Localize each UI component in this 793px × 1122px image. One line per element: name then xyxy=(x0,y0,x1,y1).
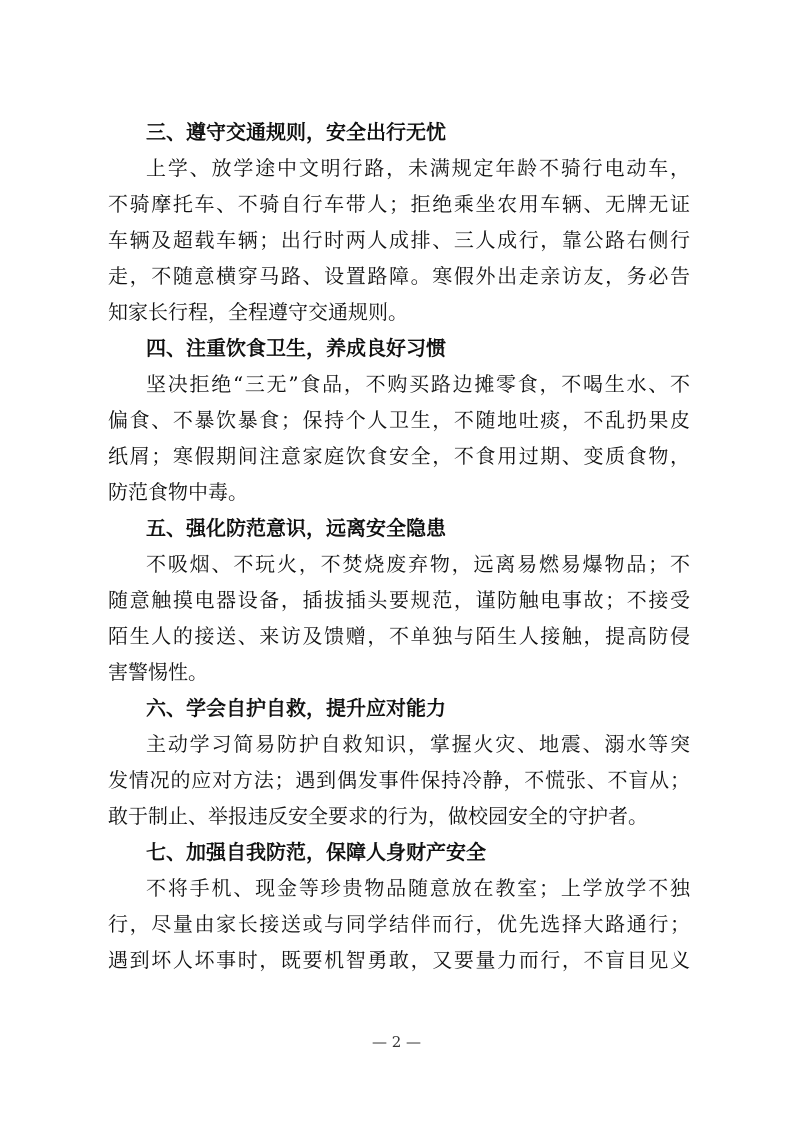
section-paragraph xyxy=(108,546,690,690)
section-heading: 三、遵守交通规则，安全出行无忧 xyxy=(146,120,446,144)
paragraph-line: 遇到坏人坏事时，既要机智勇敢，又要量力而行，不盲目见义 xyxy=(108,948,690,972)
paragraph-line: 不将手机、现金等珍贵物品随意放在教室；上学放学不独 xyxy=(146,876,690,900)
page-number: — 2 — xyxy=(371,1033,422,1051)
section-safety-awareness xyxy=(108,510,690,690)
paragraph-line: 敢于制止、举报违反安全要求的行为，做校园安全的守护者。 xyxy=(108,804,648,828)
paragraph-line: 知家长行程，全程遵守交通规则。 xyxy=(108,300,408,324)
paragraph-line: 走，不随意横穿马路、设置路障。寒假外出走亲访友，务必告 xyxy=(108,264,690,288)
section-heading: 五、强化防范意识，远离安全隐患 xyxy=(146,516,446,540)
paragraph-line: 纸屑；寒假期间注意家庭饮食安全，不食用过期、变质食物， xyxy=(108,444,690,468)
paragraph-line: 陌生人的接送、来访及馈赠，不单独与陌生人接触，提高防侵 xyxy=(108,624,690,648)
section-paragraph xyxy=(108,150,690,330)
paragraph-line: 主动学习简易防护自救知识，掌握火灾、地震、溺水等突 xyxy=(146,732,690,756)
section-paragraph xyxy=(108,726,690,834)
paragraph-line: 偏食、不暴饮暴食；保持个人卫生，不随地吐痰，不乱扔果皮 xyxy=(108,408,690,432)
section-traffic-rules xyxy=(108,114,690,330)
section-heading: 六、学会自护自救，提升应对能力 xyxy=(146,696,446,720)
paragraph-line: 不骑摩托车、不骑自行车带人；拒绝乘坐农用车辆、无牌无证 xyxy=(108,192,690,216)
paragraph-line: 发情况的应对方法；遇到偶发事件保持冷静，不慌张、不盲从； xyxy=(108,768,690,792)
section-food-hygiene xyxy=(108,330,690,510)
section-personal-property xyxy=(108,834,690,978)
section-heading: 四、注重饮食卫生，养成良好习惯 xyxy=(146,336,446,360)
section-paragraph xyxy=(108,366,690,510)
paragraph-line: 不吸烟、不玩火，不焚烧废弃物，远离易燃易爆物品；不 xyxy=(146,552,690,576)
paragraph-line: 防范食物中毒。 xyxy=(108,480,248,504)
paragraph-line: 坚决拒绝“三无”食品，不购买路边摊零食，不喝生水、不 xyxy=(146,372,690,396)
section-self-rescue xyxy=(108,690,690,834)
paragraph-line: 车辆及超载车辆；出行时两人成排、三人成行，靠公路右侧行 xyxy=(108,228,690,252)
paragraph-line: 随意触摸电器设备，插拔插头要规范，谨防触电事故；不接受 xyxy=(108,588,690,612)
paragraph-line: 害警惕性。 xyxy=(108,660,208,684)
section-paragraph xyxy=(108,870,690,978)
paragraph-line: 上学、放学途中文明行路，未满规定年龄不骑行电动车， xyxy=(146,156,690,180)
paragraph-line: 行，尽量由家长接送或与同学结伴而行，优先选择大路通行； xyxy=(108,912,690,936)
document-body xyxy=(108,114,690,978)
section-heading: 七、加强自我防范，保障人身财产安全 xyxy=(146,840,486,864)
